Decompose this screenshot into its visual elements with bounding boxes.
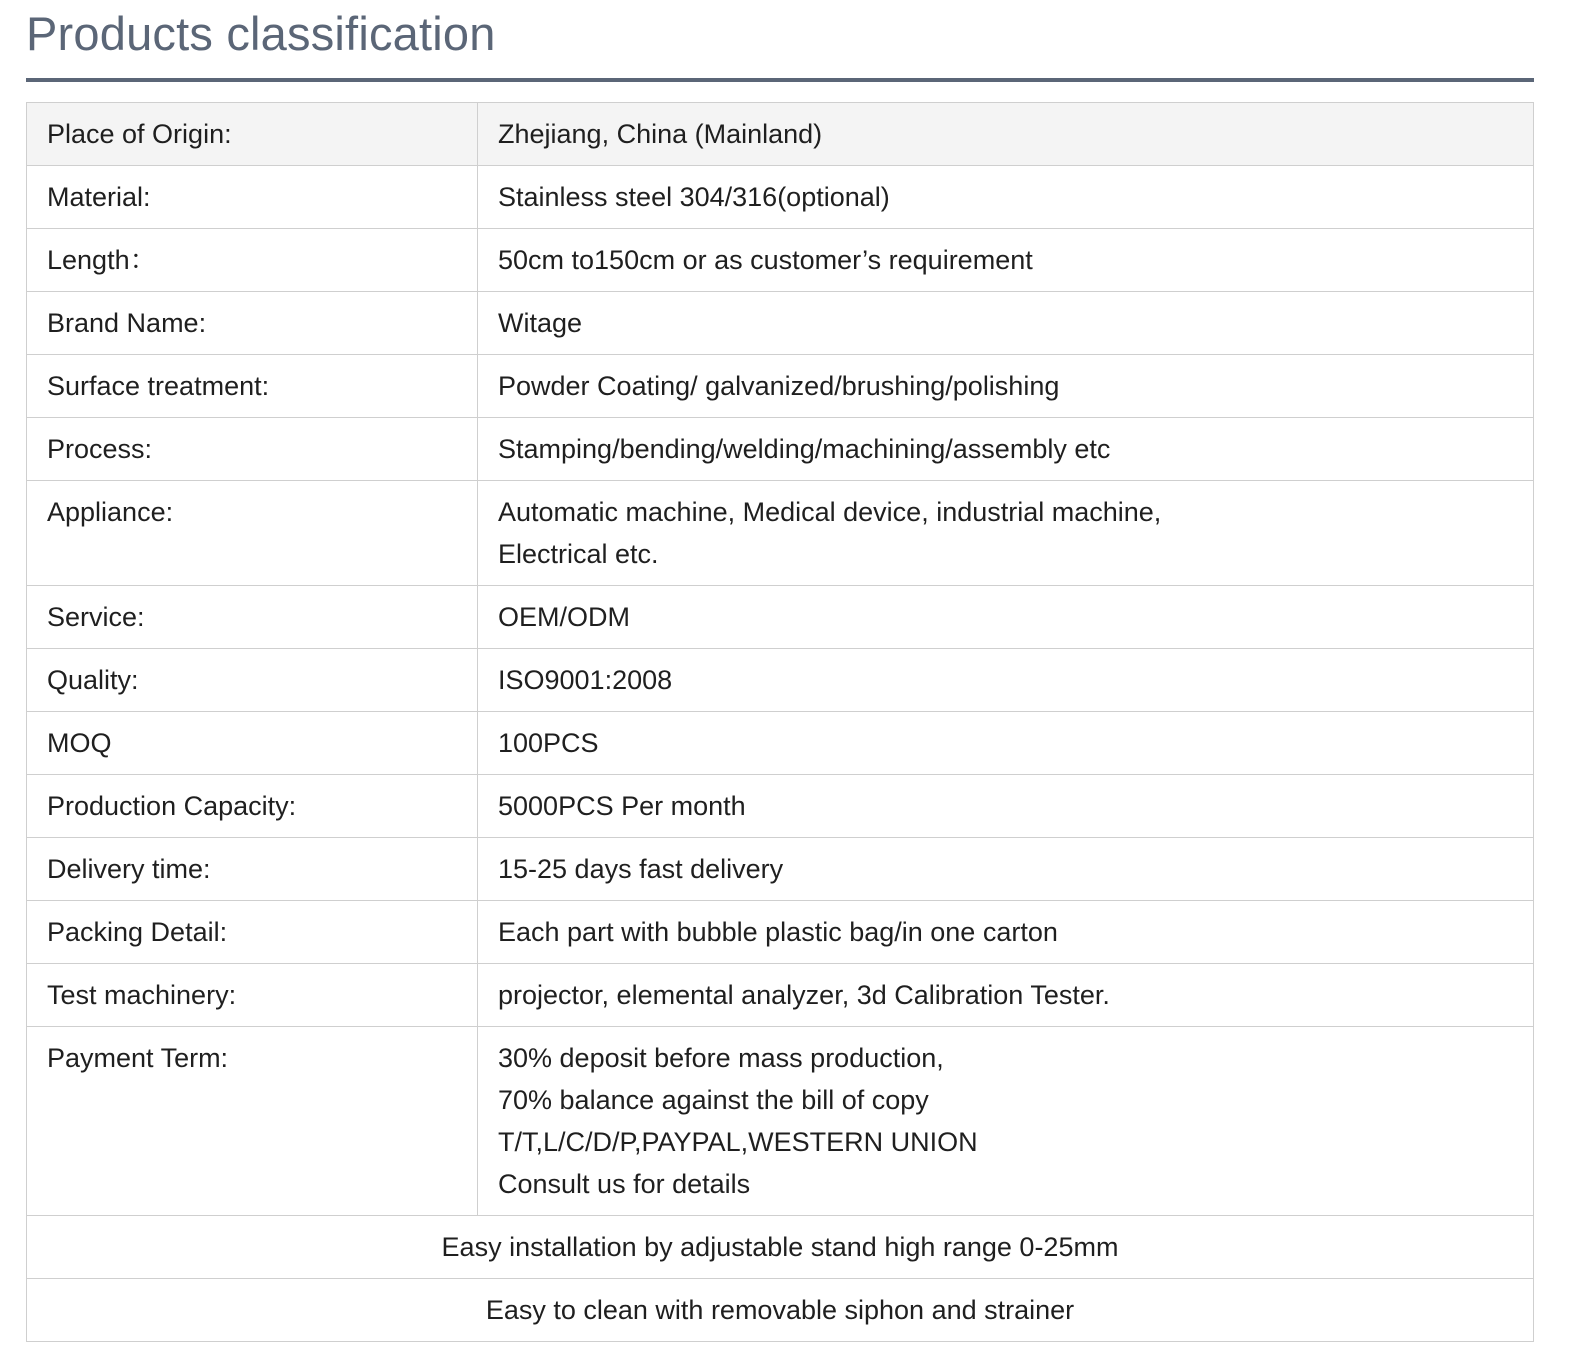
spec-label: Payment Term: [27, 1027, 478, 1216]
page-title: Products classification [26, 7, 496, 60]
spec-table-body [27, 103, 1534, 1342]
spec-row [27, 481, 1534, 586]
feature-row [27, 1216, 1534, 1279]
spec-row [27, 649, 1534, 712]
spec-value-line: projector, elemental analyzer, 3d Calibration Tester. [498, 980, 1110, 1010]
spec-value [478, 1027, 1534, 1216]
spec-value [478, 292, 1534, 355]
spec-row [27, 1027, 1534, 1216]
spec-row [27, 355, 1534, 418]
spec-value-line: Stamping/bending/welding/machining/assembly etc [498, 434, 1111, 464]
spec-value-line: Stainless steel 304/316(optional) [498, 182, 890, 212]
feature-row [27, 1279, 1534, 1342]
spec-label: Material: [27, 166, 478, 229]
spec-label: Delivery time: [27, 838, 478, 901]
spec-value-line: 5000PCS Per month [498, 791, 746, 821]
spec-value-line: 50cm to150cm or as customer’s requirement [498, 245, 1033, 275]
feature-text: Easy installation by adjustable stand high range 0-25mm [27, 1216, 1534, 1279]
spec-table [26, 102, 1534, 1342]
spec-label: Test machinery: [27, 964, 478, 1027]
spec-row [27, 964, 1534, 1027]
spec-label: Process: [27, 418, 478, 481]
spec-value [478, 229, 1534, 292]
spec-label: Appliance: [27, 481, 478, 586]
spec-row [27, 166, 1534, 229]
spec-value [478, 649, 1534, 712]
spec-value-line: Witage [498, 308, 583, 338]
spec-value [478, 103, 1534, 166]
spec-row [27, 103, 1534, 166]
spec-value-line: 15-25 days fast delivery [498, 854, 784, 884]
spec-row [27, 775, 1534, 838]
spec-label: Length： [27, 229, 478, 292]
spec-label: Service: [27, 586, 478, 649]
spec-value [478, 481, 1534, 586]
spec-row [27, 838, 1534, 901]
spec-value-line: Consult us for details [498, 1169, 751, 1199]
spec-value [478, 166, 1534, 229]
spec-value-line: Powder Coating/ galvanized/brushing/polishing [498, 371, 1060, 401]
spec-value-line: OEM/ODM [498, 602, 630, 632]
spec-row [27, 292, 1534, 355]
spec-row [27, 901, 1534, 964]
spec-label: Production Capacity: [27, 775, 478, 838]
spec-value [478, 355, 1534, 418]
spec-value-line: T/T,L/C/D/P,PAYPAL,WESTERN UNION [498, 1127, 978, 1157]
spec-value-line: 100PCS [498, 728, 599, 758]
feature-text: Easy to clean with removable siphon and strainer [27, 1279, 1534, 1342]
spec-label: Quality: [27, 649, 478, 712]
spec-value-line: Zhejiang, China (Mainland) [498, 119, 823, 149]
spec-row [27, 229, 1534, 292]
spec-row [27, 712, 1534, 775]
spec-label: Brand Name: [27, 292, 478, 355]
spec-row [27, 586, 1534, 649]
spec-value-line: ISO9001:2008 [498, 665, 673, 695]
spec-value-line: Each part with bubble plastic bag/in one carton [498, 917, 1058, 947]
spec-label: Surface treatment: [27, 355, 478, 418]
spec-label: Place of Origin: [27, 103, 478, 166]
spec-value-line: 70% balance against the bill of copy [498, 1085, 929, 1115]
spec-value [478, 838, 1534, 901]
spec-value-line: Electrical etc. [498, 539, 659, 569]
product-spec-page [26, 0, 1534, 1342]
spec-value [478, 775, 1534, 838]
spec-label: Packing Detail: [27, 901, 478, 964]
spec-value [478, 901, 1534, 964]
spec-value [478, 418, 1534, 481]
spec-value [478, 712, 1534, 775]
spec-value [478, 586, 1534, 649]
spec-value [478, 964, 1534, 1027]
spec-value-line: Automatic machine, Medical device, industrial machine, [498, 497, 1162, 527]
spec-row [27, 418, 1534, 481]
title-divider [26, 78, 1534, 82]
spec-value-line: 30% deposit before mass production, [498, 1043, 944, 1073]
spec-label: MOQ [27, 712, 478, 775]
